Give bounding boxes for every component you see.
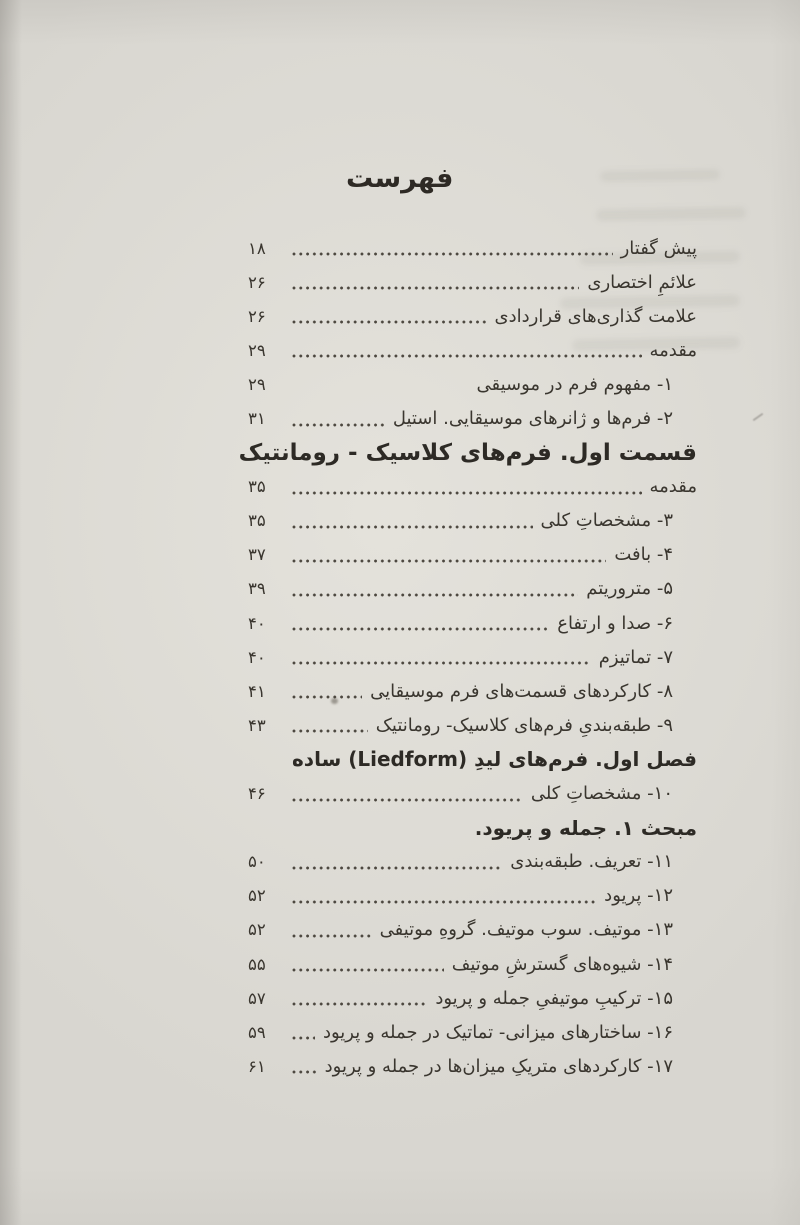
toc-row: [248, 333, 697, 367]
toc-row: [248, 913, 697, 947]
toc-entry-label: ۸- کارکردهای قسمت‌های فرم موسیقایی: [370, 680, 673, 702]
dot-leader: [291, 352, 642, 361]
toc-entry-label: ۱۳- موتیف. سوب موتیف. گروهِ موتیفی: [379, 919, 673, 941]
dot-leader: [291, 557, 606, 566]
toc-entry-label: ۱- مفهوم فرم در موسیقی: [476, 373, 673, 395]
toc-row: [248, 640, 697, 674]
dot-leader: [291, 693, 362, 702]
toc-entry-label: ۶- صدا و ارتفاع: [557, 612, 673, 634]
toc-row: [248, 299, 697, 333]
toc-entry-label: علائمِ اختصاری: [587, 271, 697, 293]
dot-leader: [291, 864, 502, 873]
toc-heading: [238, 436, 697, 470]
page-number: ۵۹: [248, 1022, 266, 1042]
toc-entry-label: مقدمه: [649, 339, 697, 361]
toc-entry-label: مقدمه: [649, 476, 697, 498]
toc-row: [248, 981, 697, 1015]
toc-row: [248, 265, 697, 299]
page-number: ۴۰: [248, 647, 266, 667]
page-number: ۵۷: [248, 988, 266, 1008]
showthrough-artifact: [596, 207, 746, 222]
toc-row: [248, 470, 697, 504]
toc-heading-label: مبحث ۱. جمله و پریود.: [474, 815, 697, 840]
page-number: ۲۶: [248, 272, 266, 292]
dot-leader: [291, 318, 487, 327]
toc-entry-label: ۳- مشخصاتِ کلی: [540, 510, 673, 532]
toc-row: [248, 538, 697, 572]
toc-entry-label: ۵- متروریتم: [586, 578, 673, 600]
toc-row: [248, 606, 697, 640]
table-of-contents: [238, 231, 697, 1083]
toc-entry-label: ۱۲- پریود: [604, 885, 673, 907]
toc-row: [248, 572, 697, 606]
dot-leader: [291, 250, 613, 259]
toc-entry-label: ۱۵- ترکیبِ موتیفیِ جمله و پریود: [435, 987, 673, 1009]
page-number: ۵۵: [248, 954, 266, 974]
toc-row: [248, 879, 697, 913]
toc-heading-label: قسمت اول. فرم‌های کلاسیک - رومانتیک: [238, 439, 697, 466]
page-number: ۲۹: [248, 340, 266, 360]
page-number: ۱۸: [248, 238, 266, 258]
dot-leader: [291, 796, 523, 805]
dot-leader: [291, 932, 372, 941]
dot-leader: [291, 727, 368, 736]
toc-entry-label: ۲- فرم‌ها و ژانرهای موسیقایی. استیل: [392, 408, 673, 430]
page-number: ۴۱: [248, 681, 266, 701]
dot-leader: [291, 1068, 317, 1077]
toc-row: [248, 231, 697, 265]
toc-row: [248, 777, 697, 811]
page-number: ۳۷: [248, 545, 266, 565]
dot-leader: [291, 284, 579, 293]
dot-leader: [291, 489, 642, 498]
page-title: فهرست: [346, 163, 454, 194]
toc-entry-label: ۷- تماتیزم: [598, 646, 673, 668]
page-number: ۲۹: [248, 374, 266, 394]
page-number: ۶۱: [248, 1056, 266, 1076]
dot-leader: [291, 1000, 427, 1009]
toc-entry-label: ۹- طبقه‌بندیِ فرم‌های کلاسیک- رومانتیک: [375, 714, 673, 736]
toc-entry-label: ۱۰- مشخصاتِ کلی: [530, 783, 673, 805]
toc-row: [248, 947, 697, 981]
dot-leader: [291, 421, 385, 430]
toc-entry-label: ۱۶- ساختارهای میزانی- تماتیک در جمله و پریود: [322, 1021, 673, 1043]
page-number: ۳۱: [248, 409, 266, 429]
dot-leader: [291, 659, 591, 668]
toc-entry-label: ۴- بافت: [614, 544, 673, 566]
toc-row: [248, 1015, 697, 1049]
dot-leader: [291, 625, 549, 634]
page-number: ۳۵: [248, 477, 266, 497]
dot-leader: [291, 591, 578, 600]
toc-entry-label: علامت گذاری‌های قراردادی: [494, 305, 697, 327]
page-number: ۴۶: [248, 784, 266, 804]
showthrough-artifact: [600, 169, 720, 182]
toc-row: [248, 674, 697, 708]
toc-heading: [248, 811, 697, 845]
page-number: ۴۳: [248, 715, 266, 735]
toc-heading: [248, 742, 697, 776]
toc-row: [248, 401, 697, 435]
page-number: ۳۵: [248, 511, 266, 531]
page-number: ۵۲: [248, 920, 266, 940]
page-number: ۵۰: [248, 852, 266, 872]
toc-row: [248, 708, 697, 742]
toc-row: [248, 504, 697, 538]
page-number: ۲۶: [248, 306, 266, 326]
toc-heading-label: فصل اول. فرم‌های لیدِ (Liedform) ساده: [292, 747, 697, 772]
toc-row: [248, 1049, 697, 1083]
page-number: ۵۲: [248, 886, 266, 906]
dot-leader: [291, 1034, 315, 1043]
toc-entry-label: ۱۴- شیوه‌های گسترشِ موتیف: [451, 953, 673, 975]
toc-entry-label: ۱۷- کارکردهای متریکِ میزان‌ها در جمله و پریود: [324, 1055, 673, 1077]
page-number: ۴۰: [248, 613, 266, 633]
dot-leader: [291, 523, 533, 532]
toc-row: [248, 367, 697, 401]
toc-row: [248, 845, 697, 879]
dot-leader: [291, 898, 596, 907]
pen-mark-artifact: [753, 413, 764, 422]
toc-entry-label: پیش گفتار: [620, 237, 697, 259]
dot-leader: [291, 966, 444, 975]
toc-entry-label: ۱۱- تعریف. طبقه‌بندی: [510, 851, 673, 873]
page-number: ۳۹: [248, 579, 266, 599]
